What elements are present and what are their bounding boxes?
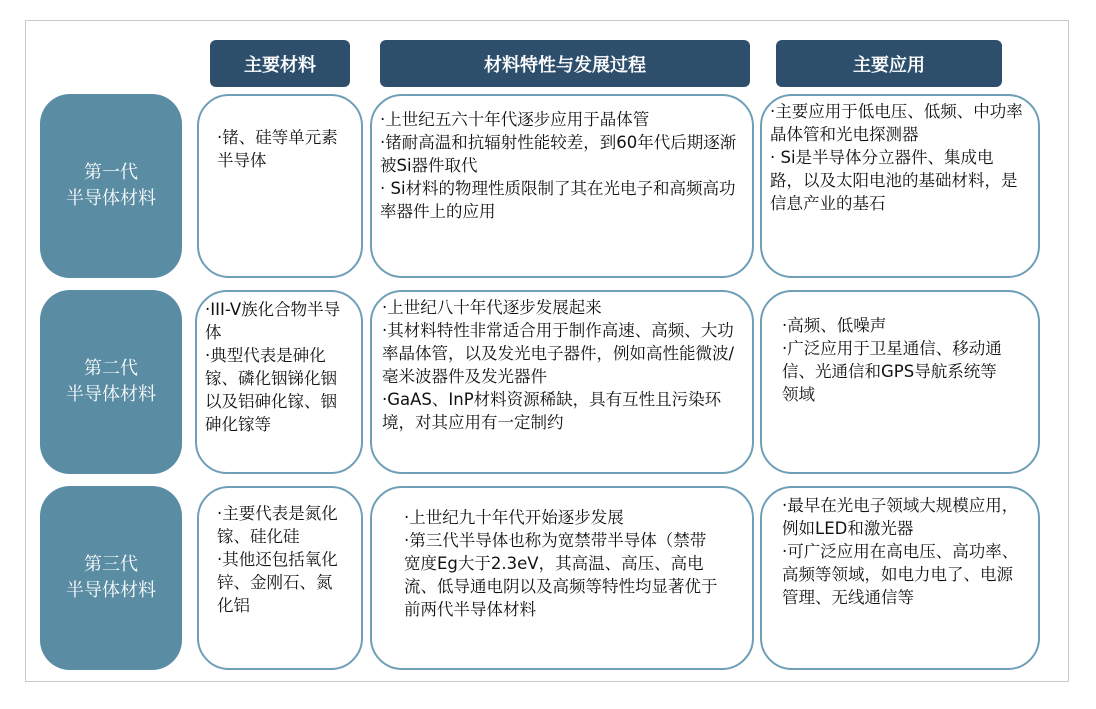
cell-gen3-applications [760, 486, 1040, 670]
cell-gen1-applications [760, 94, 1040, 278]
properties-line: ·上世纪八十年代逐步发展起来 [382, 298, 602, 317]
header-materials: 主要材料 [210, 40, 350, 87]
cell-gen3-materials [197, 486, 363, 670]
row-label-gen1 [40, 94, 182, 278]
properties-line: ·锗耐高温和抗辐射性能较差，到60年代后期逐渐被Si器件取代 [380, 133, 737, 175]
properties-line: · Si材料的物理性质限制了其在光电子和高频高功率器件上的应用 [380, 179, 736, 221]
properties-line: ·GaAS、InP材料资源稀缺，具有互性且污染环境，对其应用有一定制约 [382, 390, 722, 432]
row-label-line2: 半导体材料 [66, 580, 156, 601]
properties-line: ·上世纪五六十年代逐步应用于晶体管 [380, 110, 650, 129]
materials-line: ·主要代表是氮化镓、硅化硅 [217, 504, 338, 546]
cell-gen2-materials [195, 290, 363, 474]
row-label-gen2 [40, 290, 182, 474]
properties-line: ·上世纪九十年代开始逐步发展 [404, 508, 624, 527]
row-label-line2: 半导体材料 [66, 188, 156, 209]
cell-gen3-properties [370, 486, 754, 670]
materials-line: ·典型代表是砷化镓、磷化铟锑化铟以及铝砷化镓、铟砷化镓等 [205, 346, 337, 434]
applications-line: ·主要应用于低电压、低频、中功率晶体管和光电探测器 [770, 102, 1023, 144]
applications-line: ·可广泛应用在高电压、高功率、高频等领域，如电力电了、电源管理、无线通信等 [782, 542, 1019, 607]
cell-gen1-properties [370, 94, 754, 278]
applications-line: ·广泛应用于卫星通信、移动通信、光通信和GPS导航系统等领域 [782, 339, 1002, 404]
cell-gen2-applications [760, 290, 1040, 474]
applications-line: ·高频、低噪声 [782, 316, 887, 335]
cell-gen2-properties [370, 290, 754, 474]
row-label-line1: 第一代 [84, 162, 138, 183]
row-label-line1: 第三代 [84, 554, 138, 575]
header-properties: 材料特性与发展过程 [380, 40, 750, 87]
materials-line: ·III-V族化合物半导体 [205, 300, 341, 342]
header-applications: 主要应用 [776, 40, 1002, 87]
applications-line: ·最早在光电子领域大规模应用，例如LED和激光器 [782, 496, 1019, 538]
row-label-gen3 [40, 486, 182, 670]
applications-line: · Si是半导体分立器件、集成电路，以及太阳电池的基础材料，是信息产业的基石 [770, 148, 1018, 213]
properties-line: ·其材料特性非常适合用于制作高速、高频、大功率晶体管，以及发光电子器件，例如高性能微波/毫米波器件及发光器件 [382, 321, 735, 386]
row-label-line2: 半导体材料 [66, 384, 156, 405]
materials-line: ·锗、硅等单元素半导体 [217, 128, 338, 170]
properties-line: ·第三代半导体也称为宽禁带半导体（禁带宽度Eg大于2.3eV，其高温、高压、高电流、低导通电阴以及高频等特性均显著优于前两代半导体材料 [404, 531, 718, 619]
materials-line: ·其他还包括氧化锌、金刚石、氮 化铝 [217, 550, 338, 615]
cell-gen1-materials [197, 94, 363, 278]
row-label-line1: 第二代 [84, 358, 138, 379]
